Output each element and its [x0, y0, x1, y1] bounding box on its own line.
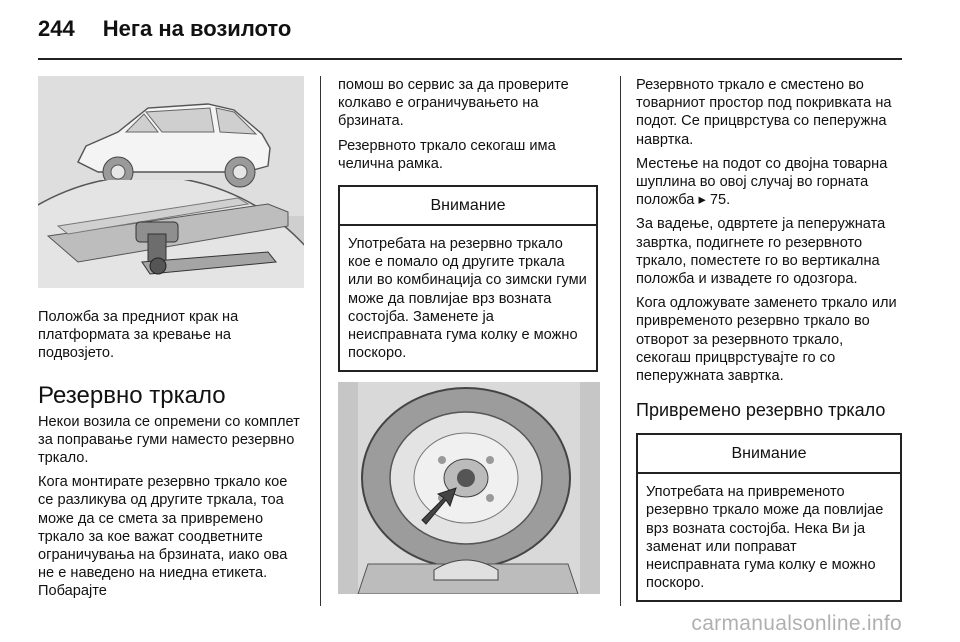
heading-spare-wheel: Резервно тркало: [38, 381, 226, 409]
header-rule: [38, 58, 902, 60]
page-reference-icon: ▸: [698, 192, 706, 209]
paragraph: Местење на подот со двојна товарна шуплина во овој случај во горната положба ▸ 75.: [636, 155, 888, 209]
paragraph: Некои возила се опремени со комплет за поправање гуми наместо резервно тркало.: [38, 413, 300, 467]
section-title: Нега на возилото: [102, 16, 292, 41]
warning-text: Употребата на резервно тркало кое е помало од другите тркала или во комбинација со зимски гуми може да повлијае врз возната состојба. Заменете ја неисправната гума колку е можно поскоро.: [348, 236, 587, 362]
warning-box: [338, 185, 598, 372]
paragraph: помош во сервис за да проверите колкаво е ограничувањето на брзината.: [338, 77, 569, 130]
column-3: [636, 76, 902, 602]
figure-caption: Положба за предниот крак на платформата за кревање на подвозјето.: [38, 309, 239, 362]
paragraph: Резервното тркало секогаш има челична рамка.: [338, 137, 556, 172]
warning-text: Употребата на привременото резервно тркало може да повлијае врз возната состојба. Нека Ви ја заменат или поправат неисправната гума колку е можно поскоро.: [646, 484, 884, 592]
page-header: [38, 16, 291, 48]
paragraph: Кога монтирате резервно тркало кое се разликува од другите тркала, тоа може да се смета за привремено тркало за кое важат соодветните ограничувања на брзината, иако ова не е наведено на ниедна етикета. Побарајте: [38, 474, 288, 600]
page-reference[interactable]: 75: [709, 192, 727, 209]
column-divider-1: [320, 76, 321, 606]
spare-wheel-illustration: [338, 382, 600, 594]
car-jack-illustration: [38, 76, 304, 288]
heading-temporary-spare: Привремено резервно тркало: [636, 400, 886, 421]
warning-box: [636, 433, 902, 602]
paragraph: Кога одложувате заменето тркало или привременото резервно тркало во отворот за резервното тркало, секогаш прицврстувајте го со пеперужната завртка.: [636, 295, 897, 385]
warning-title: Внимание: [638, 435, 900, 474]
column-divider-2: [620, 76, 621, 606]
paragraph: За вадење, одвртете ја пеперужната завртка, подигнете го резервното тркало, поместете го во вертикална положба и извадете го одозгора.: [636, 216, 886, 288]
column-1: [38, 76, 306, 607]
watermark: carmanualsonline.info: [691, 612, 902, 635]
warning-title: Внимание: [340, 187, 596, 226]
page-number: 244: [38, 16, 75, 41]
column-2: [338, 76, 602, 594]
paragraph: Резервното тркало е сместено во товарниот простор под покривката на подот. Се прицврстува со пеперужна навртка.: [636, 77, 892, 148]
